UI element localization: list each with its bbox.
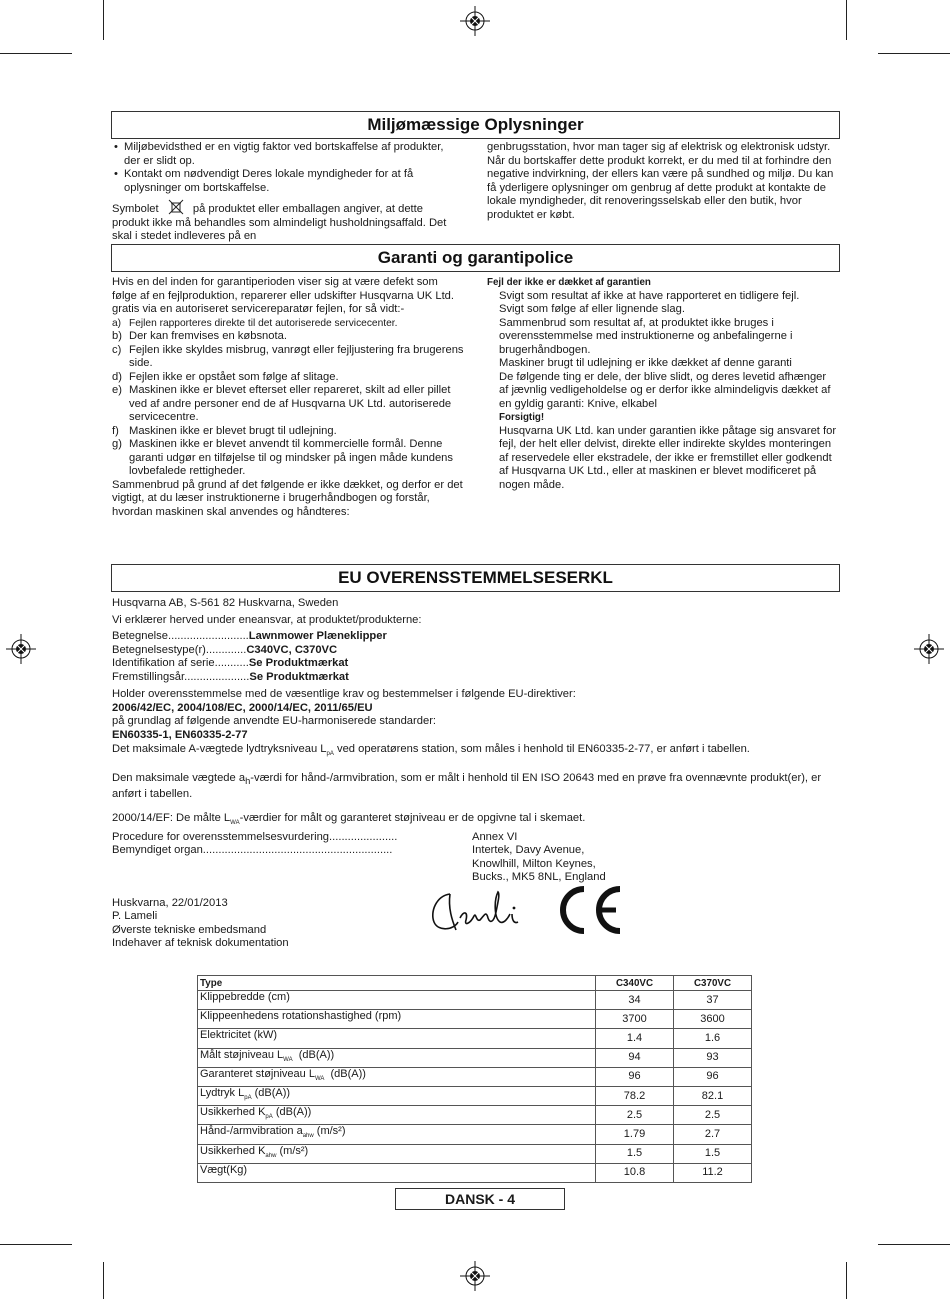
crop-mark: [0, 53, 72, 54]
table-row: [198, 1048, 752, 1067]
table-cell-value: 34: [596, 991, 674, 1010]
exclusion-item: Svigt som følge af eller lignende slag.: [499, 303, 685, 315]
table-cell-value: 93: [674, 1048, 752, 1067]
list-marker: a): [112, 317, 122, 329]
address-line: Intertek, Davy Avenue,: [472, 844, 585, 857]
table-cell-value: 82.1: [674, 1086, 752, 1105]
table-cell-value: 3700: [596, 1010, 674, 1029]
warranty-exclusions-list: [487, 290, 837, 412]
label-unit: (dB(A)): [272, 1106, 312, 1119]
section-title: Garanti og garantipolice: [377, 248, 574, 267]
table-cell-label: [198, 1029, 596, 1048]
warranty-outro: Sammenbrud på grund af det følgende er ikke dækket, og derfor er det vigtigt, at du læser instruktionerne i brugerhåndbogen og forstår, hvordan maskinen skal anvendes og håndteres:: [112, 478, 463, 518]
field-value: C340VC, C370VC: [246, 643, 338, 656]
table-cell-value: 11.2: [674, 1163, 752, 1182]
label-subscript: WA: [283, 1056, 293, 1063]
table-cell-value: 37: [674, 991, 752, 1010]
table-row: [198, 1163, 752, 1182]
registration-mark-icon: [460, 6, 490, 36]
table-cell-value: 1.6: [674, 1029, 752, 1048]
notified-body-label: Bemyndiget organ.............................................................: [112, 844, 393, 857]
label-unit: (dB(A)): [324, 1067, 366, 1080]
table-row: [198, 1106, 752, 1125]
label-unit: (dB(A)): [292, 1048, 335, 1061]
product-fields: [112, 630, 840, 684]
list-marker: e): [112, 384, 122, 396]
table-cell-label: [198, 1086, 596, 1105]
table-cell-value: 2.5: [674, 1106, 752, 1125]
table-row: [198, 1144, 752, 1163]
table-header-cell: Type: [198, 976, 596, 991]
notified-body-address: [472, 844, 606, 885]
env-paragraph: genbrugsstation, hvor man tager sig af elektrisk og elektronisk udstyr. Når du bortskaffer dette produkt korrekt, er du med til at forhindre den negative indvirkning, der ellers kan være på sundhed og miljø. Du kan få yderligere oplysninger om genbrug af dette produkt at kontakte de lokale myndigheder, dit renoveringsselskab eller den butik, hvor produktet er købt.: [487, 141, 834, 221]
label-unit: (m/s²): [276, 1144, 309, 1157]
list-marker: d): [112, 370, 122, 383]
declaration-statement: Vi erklærer herved under eneansvar, at produktet/produkterne:: [112, 613, 422, 626]
product-field-row: [112, 657, 840, 671]
table-row: [198, 1067, 752, 1086]
warranty-left-column: [112, 276, 464, 519]
label-subscript: pA: [244, 1095, 252, 1102]
crop-mark: [846, 0, 847, 40]
field-label: Identifikation af serie...........: [112, 657, 249, 669]
subscript: pA: [326, 751, 334, 758]
symbol-text: på produktet eller emballagen angiver, at dette produkt ikke må behandles som almindeligt husholdningsaffald. Det skal i stedet indleveres på en: [112, 203, 447, 242]
table-cell-value: 96: [674, 1067, 752, 1086]
exclusion-item: Svigt som resultat af ikke at have rapporteret en tidligere fejl.: [499, 289, 800, 302]
vibration-statement: [112, 772, 840, 802]
list-marker: b): [112, 330, 122, 342]
table-row: [198, 1010, 752, 1029]
label-subscript: pA: [265, 1114, 273, 1121]
registration-mark-icon: [460, 1261, 490, 1291]
table-cell-label: [198, 1010, 596, 1029]
env-bullet: • Kontakt om nødvendigt Deres lokale myndigheder for at få oplysninger om bortskaffelse.: [112, 168, 462, 195]
list-text: Der kan fremvises en købsnota.: [129, 330, 287, 342]
standards-list: EN60335-1, EN60335-2-77: [112, 728, 248, 741]
exclusion-item: Maskiner brugt til udlejning er ikke dækket af denne garanti: [499, 357, 792, 369]
page-number: DANSK - 4: [444, 1191, 515, 1207]
env-bullet: • Miljøbevidsthed er en vigtig faktor ved bortskaffelse af produkter, der er slidt op.: [112, 141, 462, 168]
label-text: Vægt(Kg): [200, 1163, 248, 1176]
product-field-row: [112, 644, 840, 658]
label-text: Usikkerhed K: [200, 1144, 266, 1157]
crop-mark: [0, 1244, 72, 1245]
table-cell-value: 1.5: [674, 1144, 752, 1163]
table-cell-value: 78.2: [596, 1086, 674, 1105]
crop-mark: [878, 53, 950, 54]
label-text: Elektricitet (kW): [200, 1029, 277, 1042]
compliance-statement: Holder overensstemmelse med de væsentlige krav og bestemmelser i følgende EU-direktiver:: [112, 688, 576, 700]
field-label: Betegnelse..........................: [112, 630, 249, 642]
list-text: Fejlen rapporteres direkte til det autoriserede servicecenter.: [129, 317, 398, 329]
exclusion-item: Sammenbrud som resultat af, at produktet ikke bruges i overensstemmelse med instruktionerne og anbefalingerne i brugerhåndbogen.: [499, 316, 793, 356]
subscript: WA: [230, 820, 240, 827]
standards-basis: på grundlag af følgende anvendte EU-harmoniserede standarder:: [112, 715, 437, 727]
warranty-condition-item: [112, 438, 464, 479]
label-unit: (dB(A)): [251, 1086, 291, 1099]
specifications-table: [197, 975, 752, 1183]
registration-mark-icon: [914, 634, 944, 664]
sound-pressure-statement: [112, 743, 840, 762]
product-field-row: [112, 671, 840, 685]
procedure-value: Annex VI: [472, 830, 518, 843]
section-heading-eu-declaration: [111, 564, 840, 592]
field-label: Fremstillingsår.....................: [112, 670, 250, 683]
address-line: Knowlhill, Milton Keynes,: [472, 857, 596, 870]
statement-text: -værdi for hånd-/armvibration, som er målt i henhold til EN ISO 20643 med en prøve fra ovennævnte produkt(er), er anført i tabellen.: [112, 771, 822, 801]
table-header-cell: C370VC: [674, 976, 752, 991]
notified-body-row: [112, 844, 840, 885]
label-text: Klippebredde (cm): [200, 991, 290, 1003]
table-cell-value: 96: [596, 1067, 674, 1086]
label-text: Målt støjniveau L: [200, 1048, 284, 1061]
table-row: [198, 1029, 752, 1048]
procedure-row: [112, 831, 840, 845]
table-row: [198, 991, 752, 1010]
warranty-intro: Hvis en del inden for garantiperioden viser sig at være defekt som følge af en fejlproduktion, reparerer eller udskifter Husqvarna UK Ltd. gratis via en autoriseret servicereparatør fejlen, for så vidt:-: [112, 276, 455, 315]
label-text: Usikkerhed K: [200, 1106, 266, 1119]
table-cell-value: 2.7: [674, 1125, 752, 1144]
table-cell-label: [198, 1048, 596, 1067]
label-subscript: WA: [314, 1075, 325, 1082]
table-cell-label: [198, 1106, 596, 1125]
table-header-row: [198, 976, 752, 991]
list-marker: g): [112, 438, 122, 450]
ce-mark-label: [552, 884, 626, 936]
table-cell-label: [198, 1125, 596, 1144]
registration-mark-icon: [6, 634, 36, 664]
crossed-bin-icon: [168, 199, 184, 215]
warranty-condition-item: [112, 330, 464, 344]
section-heading-warranty: [111, 244, 840, 272]
statement-text: 2000/14/EF: De målte L: [112, 811, 231, 824]
procedure-label: Procedure for overensstemmelsesvurdering......................: [112, 830, 398, 843]
table-row: [198, 1086, 752, 1105]
warranty-condition-item: [112, 344, 464, 371]
list-text: Maskinen ikke er blevet anvendt til kommercielle formål. Denne garanti udgør en tilføjelse til og mindsker på ingen måde kundens lovbefalede rettigheder.: [129, 438, 453, 477]
directives-list: 2006/42/EC, 2004/108/EC, 2000/14/EC, 2011/65/EU: [112, 701, 373, 714]
product-field-row: [112, 630, 840, 644]
signatory-line: Øverste tekniske embedsmand: [112, 923, 267, 936]
env-left-column: [112, 141, 462, 244]
statement-text: ved operatørens station, som måles i henhold til EN60335-2-77, er anført i tabellen.: [333, 743, 750, 755]
field-value: Lawnmower Plæneklipper: [248, 630, 387, 642]
table-cell-value: 94: [596, 1048, 674, 1067]
table-cell-value: 10.8: [596, 1163, 674, 1182]
symbol-text: Symbolet: [112, 203, 159, 215]
table-cell-value: 3600: [674, 1010, 752, 1029]
signatory-line: Huskvarna, 22/01/2013: [112, 896, 228, 909]
label-subscript: ahw: [265, 1152, 277, 1159]
list-text: Maskinen ikke er blevet brugt til udlejning.: [129, 424, 337, 437]
warranty-condition-item: [112, 371, 464, 385]
section-title: Miljømæssige Oplysninger: [367, 115, 584, 134]
label-text: Hånd-/armvibration a: [200, 1125, 303, 1138]
list-text: Maskinen ikke er blevet efterset eller repareret, skilt ad eller pillet ved af andre personer end de af Husqvarna UK Ltd. autoriserede servicecentre.: [129, 384, 452, 423]
subscript: h: [245, 775, 251, 786]
list-marker: f): [112, 424, 119, 437]
company-address: Husqvarna AB, S-561 82 Huskvarna, Sweden: [112, 597, 339, 609]
crop-mark: [103, 0, 104, 40]
specifications-table-wrapper: [197, 975, 752, 1183]
table-cell-label: [198, 1067, 596, 1086]
warranty-exclusions-heading: Fejl der ikke er dækket af garantien: [487, 277, 651, 288]
label-text: Garanteret støjniveau L: [200, 1067, 315, 1080]
signatory-line: P. Lameli: [112, 910, 158, 923]
crop-mark: [878, 1244, 950, 1245]
warranty-condition-item: [112, 317, 464, 331]
field-label: Betegnelsestype(r).............: [112, 643, 247, 656]
list-text: Fejlen ikke er opstået som følge af slitage.: [129, 370, 339, 383]
list-text: Fejlen ikke skyldes misbrug, vanrøgt eller fejljustering fra brugerens side.: [129, 343, 464, 369]
exclusion-item: De følgende ting er dele, der blive slidt, og deres levetid afhænger af jævnlig vedligeholdelse og er derfor ikke almindeligvis dækket af en gyldig garanti: Knive, elkabel: [499, 370, 831, 410]
statement-text: Det maksimale A-vægtede lydtryksniveau L: [112, 743, 327, 755]
crop-mark: [103, 1262, 104, 1299]
table-cell-label: [198, 991, 596, 1010]
label-unit: (m/s²): [313, 1125, 346, 1138]
table-cell-label: [198, 1163, 596, 1182]
table-cell-value: 2.5: [596, 1106, 674, 1125]
warranty-condition-item: [112, 384, 464, 425]
address-line: Bucks., MK5 8NL, England: [472, 871, 606, 884]
section-heading-environment: [111, 111, 840, 139]
statement-text: -værdier for målt og garanteret støjniveau er de opgivne tal i skemaet.: [239, 811, 586, 824]
caution-heading: Forsigtig!: [499, 412, 545, 423]
table-cell-value: 1.4: [596, 1029, 674, 1048]
table-cell-value: 1.79: [596, 1125, 674, 1144]
caution-text: Husqvarna UK Ltd. kan under garantien ikke påtage sig ansvaret for fejl, der helt eller delvist, direkte eller indirekte skyldes monteringen af reservedele eller ekstradele, der ikke er fremstillet eller godkendt af Husqvarna UK Ltd., eller at maskinen er blevet modificeret på nogen måde.: [499, 424, 837, 491]
statement-text: Den maksimale vægtede a: [112, 771, 246, 784]
section-title: EU OVERENSSTEMMELSESERKL: [338, 568, 613, 587]
warranty-conditions-list: [112, 317, 464, 479]
table-cell-value: 1.5: [596, 1144, 674, 1163]
list-marker: c): [112, 343, 122, 356]
signature-image: [428, 882, 528, 937]
page-footer-label-box: [395, 1188, 565, 1210]
label-subscript: ahw: [302, 1133, 314, 1140]
field-value: Se Produktmærkat: [248, 657, 349, 669]
table-row: [198, 1125, 752, 1144]
label-text: Lydtryk L: [200, 1086, 245, 1099]
warranty-condition-item: [112, 425, 464, 439]
signatory-line: Indehaver af teknisk dokumentation: [112, 937, 289, 950]
env-right-column: [487, 141, 837, 222]
warranty-right-column: [487, 276, 837, 492]
label-text: Klippeenhedens rotationshastighed (rpm): [200, 1010, 402, 1023]
env-symbol-paragraph: [112, 199, 462, 244]
table-cell-label: [198, 1144, 596, 1163]
crop-mark: [846, 1262, 847, 1299]
field-value: Se Produktmærkat: [249, 670, 349, 683]
table-header-cell: C340VC: [596, 976, 674, 991]
noise-statement: [112, 812, 840, 831]
